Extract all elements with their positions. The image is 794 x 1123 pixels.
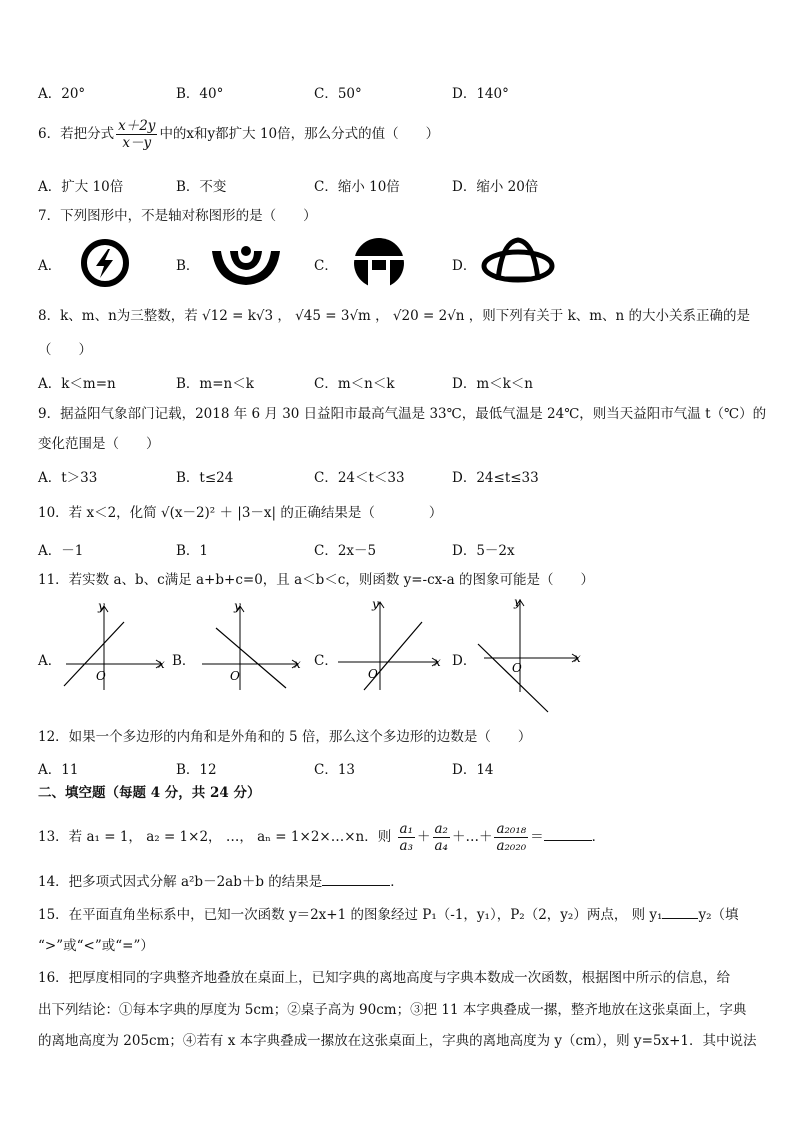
- q13-frac2-num: a₂: [434, 821, 448, 837]
- q13-fraction-1: [398, 821, 415, 854]
- q8-paren: （ ）: [38, 342, 92, 358]
- q14-answer-blank[interactable]: [322, 885, 390, 886]
- q6-prefix: 6．若把分式: [38, 126, 115, 142]
- q13-dots: ＋…＋: [451, 829, 493, 845]
- q6-suffix: 中的x和y都扩大 10倍，那么分式的值（ ）: [159, 126, 440, 142]
- q7-stem: 7．下列图形中，不是轴对称图形的是（ ）: [38, 208, 317, 224]
- q13-answer-blank[interactable]: [544, 840, 592, 841]
- q11a-x-label: x: [158, 657, 165, 671]
- q8-option-c: C．m＜n＜k: [314, 376, 395, 392]
- q13-end: ．: [591, 829, 606, 845]
- q11-graph-c: [334, 598, 446, 692]
- q13-frac2-den: a₄: [434, 838, 448, 854]
- q10-stem: 10．若 x＜2，化简 √(x－2)² ＋ |3－x| 的正确结果是（ ）: [38, 505, 443, 521]
- q13-equals: ＝: [530, 829, 544, 845]
- split-circle-icon: [346, 236, 412, 290]
- q5-option-c: C．50°: [314, 86, 362, 102]
- arch-ellipse-icon: [480, 236, 556, 290]
- q11-graph-a: [58, 602, 170, 692]
- q13-frac1-den: a₃: [399, 838, 413, 854]
- q13-frac1-num: a₁: [399, 821, 413, 837]
- q11c-origin: O: [368, 667, 378, 681]
- q12-option-d: D．14: [452, 762, 494, 778]
- q10-option-a: A．－1: [38, 543, 84, 559]
- q8-stem-text: 8．k、m、n为三整数，若 √12 = k√3 ， √45 = 3√m ， √20 = 2√n ，则下列有关于 k、m、n 的大小关系正确的是: [38, 308, 751, 324]
- q14-stem: [38, 872, 404, 892]
- q14-end: ．: [390, 874, 404, 890]
- q11a-origin: O: [96, 669, 106, 683]
- q5-option-a: A．20°: [38, 86, 86, 102]
- q11-stem: 11．若实数 a、b、c满足 a+b+c=0，且 a＜b＜c，则函数 y=-cx-a 的图象可能是（ ）: [38, 572, 594, 588]
- q16-line2: 出下列结论：①每本字典的厚度为 5cm；②桌子高为 90cm；③把 11 本字典叠成一摞，整齐地放在这张桌面上，字典: [38, 1002, 747, 1018]
- q15-line2: “>”或“<”或“=”）: [38, 938, 154, 954]
- q5-option-b: B．40°: [176, 86, 224, 102]
- q7-label-a: A．: [38, 258, 62, 274]
- q11c-x-label: x: [434, 655, 441, 669]
- section-heading: 二、填空题（每题 4 分，共 24 分）: [38, 785, 261, 801]
- q8-option-a: A．k＜m=n: [38, 376, 116, 392]
- q11d-y-label: y: [514, 596, 521, 609]
- q8-stem: [38, 306, 750, 326]
- q9-option-c: C．24＜t＜33: [314, 470, 405, 486]
- q16-line1: 16．把厚度相同的字典整齐地叠放在桌面上，已知字典的离地高度与字典本数成一次函数，根据图中所示的信息，给: [38, 970, 731, 986]
- q6-denominator: x－y: [122, 135, 152, 151]
- q11-label-c: C．: [314, 653, 338, 669]
- q11a-y-label: y: [98, 602, 105, 613]
- lightning-circle-icon: [72, 237, 138, 289]
- q12-option-a: A．11: [38, 762, 79, 778]
- q9-option-d: D．24≤t≤33: [452, 470, 539, 486]
- q6-stem: [38, 118, 439, 151]
- q9-option-a: A．t＞33: [38, 470, 98, 486]
- bowl-emblem-icon: [208, 237, 284, 289]
- q6-option-c: C．缩小 10倍: [314, 179, 400, 195]
- q11b-origin: O: [230, 669, 240, 683]
- q6-option-b: B．不变: [176, 179, 227, 195]
- q8-option-d: D．m＜k＜n: [452, 376, 533, 392]
- q9-line1: 9．据益阳气象部门记载，2018 年 6 月 30 日益阳市最高气温是 33℃，最低气温是 24℃，则当天益阳市气温 t（℃）的: [38, 406, 767, 422]
- q5-option-d: D．140°: [452, 86, 509, 102]
- q13-stem: [38, 820, 605, 854]
- q15-line1-text: 15．在平面直角坐标系中，已知一次函数 y＝2x+1 的图象经过 P₁（-1，y₁），P₂（2，y₂）两点， 则 y₁: [38, 907, 663, 923]
- q9-option-b: B．t≤24: [176, 470, 234, 486]
- q10-option-c: C．2x－5: [314, 543, 377, 559]
- q6-fraction: [116, 118, 157, 151]
- q11-graph-d: [470, 596, 582, 716]
- q15-line1: [38, 905, 739, 925]
- q16-line3: 的离地高度为 205cm；④若有 x 本字典叠成一摞放在这张桌面上，字典的离地高度为 y（cm），则 y=5x+1．其中说法: [38, 1033, 757, 1049]
- q15-line1-end: y₂（填: [698, 907, 739, 923]
- q11d-x-label: x: [574, 651, 581, 665]
- q12-option-c: C．13: [314, 762, 356, 778]
- q14-stem-text: 14．把多项式因式分解 a²b－2ab＋b 的结果是: [38, 874, 323, 890]
- q7-label-d: D．: [452, 258, 477, 274]
- q13-frac3-num: a₂₀₁₈: [496, 821, 527, 837]
- q12-option-b: B．12: [176, 762, 217, 778]
- q10-option-d: D．5－2x: [452, 543, 515, 559]
- q6-option-d: D．缩小 20倍: [452, 179, 539, 195]
- q11-label-d: D．: [452, 653, 477, 669]
- q7-label-b: B．: [176, 258, 200, 274]
- q13-fraction-3: [494, 821, 528, 854]
- q11b-x-label: x: [294, 657, 301, 671]
- q13-frac3-den: a₂₀₂₀: [496, 838, 527, 854]
- q7-label-c: C．: [314, 258, 338, 274]
- q11c-y-label: y: [372, 598, 379, 611]
- q11-label-a: A．: [38, 653, 62, 669]
- q9-line2: 变化范围是（ ）: [38, 436, 160, 452]
- q13-prefix: 13．若 a₁ = 1， a₂ = 1×2， …， aₙ = 1×2×…×n．则: [38, 829, 392, 845]
- q12-stem: 12．如果一个多边形的内角和是外角和的 5 倍，那么这个多边形的边数是（ ）: [38, 729, 532, 745]
- q13-plus: ＋: [417, 829, 431, 845]
- q13-fraction-2: [433, 821, 450, 854]
- q11d-origin: O: [512, 661, 522, 675]
- q11-label-b: B．: [172, 653, 196, 669]
- q6-numerator: x＋2y: [118, 118, 156, 134]
- q11-graph-b: [194, 602, 306, 692]
- q10-option-b: B．1: [176, 543, 209, 559]
- q15-answer-blank[interactable]: [662, 918, 698, 919]
- q11b-y-label: y: [234, 602, 241, 613]
- q6-option-a: A．扩大 10倍: [38, 179, 124, 195]
- q8-option-b: B．m=n＜k: [176, 376, 254, 392]
